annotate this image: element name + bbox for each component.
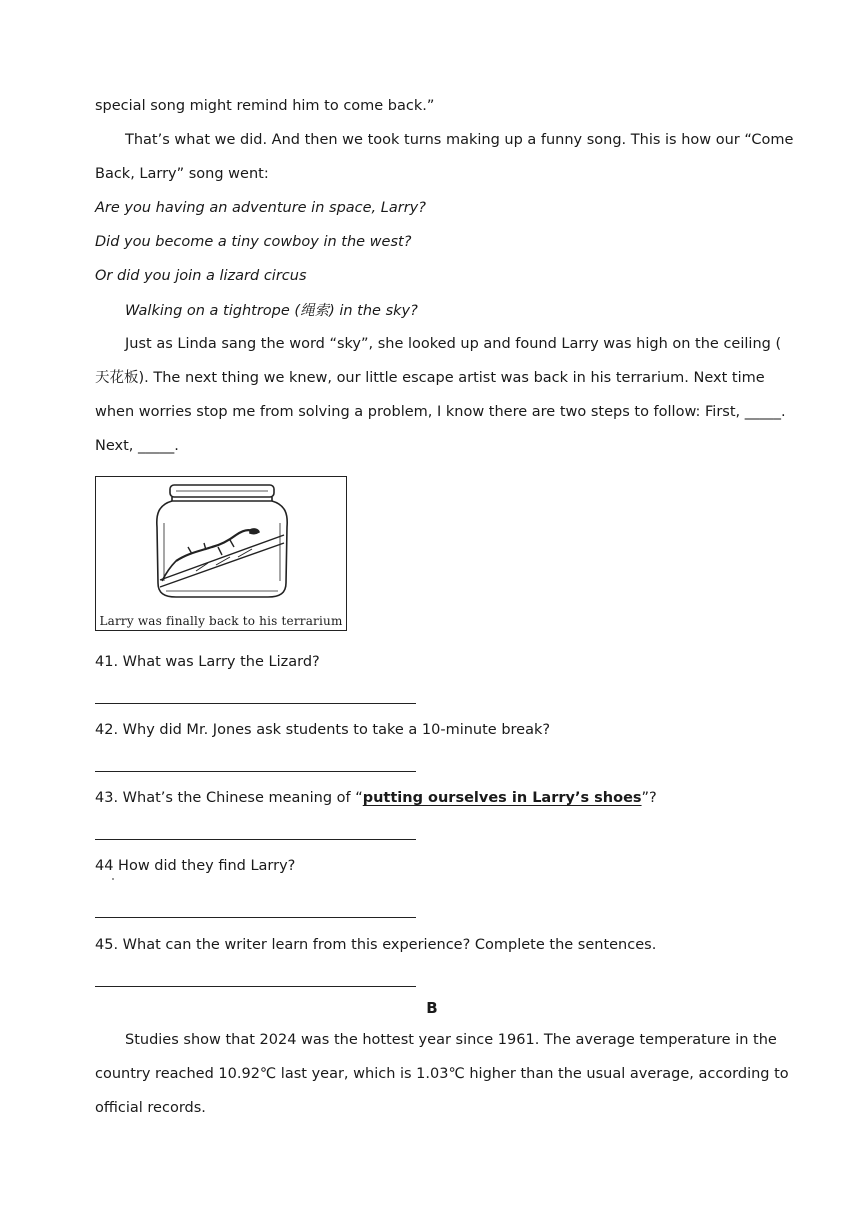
- underlined-phrase: putting ourselves in Larry’s shoes: [362, 790, 642, 806]
- song-line: Are you having an adventure in space, Larry?: [95, 200, 426, 216]
- figure-caption: Larry was finally back to his terrarium: [99, 614, 343, 628]
- answer-line-45[interactable]: [95, 986, 416, 987]
- question-42: 42. Why did Mr. Jones ask students to take a 10-minute break?: [95, 722, 551, 738]
- story-line: Back, Larry” song went:: [95, 166, 269, 182]
- question-43-prefix: 43. What’s the Chinese meaning of “: [95, 790, 363, 806]
- song-line: Or did you join a lizard circus: [95, 268, 307, 284]
- answer-line-44[interactable]: [95, 917, 416, 918]
- story-line: special song might remind him to come back.”: [95, 98, 435, 114]
- story-line: That’s what we did. And then we took turns making up a funny song. This is how our “Come: [125, 132, 794, 148]
- stray-mark: [112, 878, 114, 880]
- question-41: 41. What was Larry the Lizard?: [95, 654, 320, 670]
- question-43-suffix: ”?: [641, 790, 657, 806]
- section-b-line: country reached 10.92℃ last year, which is 1.03℃ higher than the usual average, according to: [95, 1066, 789, 1082]
- terrarium-illustration: [95, 476, 347, 631]
- answer-line-41[interactable]: [95, 703, 416, 704]
- question-43: [95, 788, 657, 808]
- song-line: Walking on a tightrope (绳索) in the sky?: [125, 303, 418, 319]
- answer-line-42[interactable]: [95, 771, 416, 772]
- song-line: Did you become a tiny cowboy in the west?: [95, 234, 412, 250]
- story-line: Just as Linda sang the word “sky”, she looked up and found Larry was high on the ceiling (: [125, 336, 782, 352]
- story-line: 天花板). The next thing we knew, our little escape artist was back in his terrarium. Next time: [95, 370, 765, 386]
- question-45: 45. What can the writer learn from this experience? Complete the sentences.: [95, 937, 657, 953]
- section-b-line: official records.: [95, 1100, 206, 1116]
- section-b-heading: B: [426, 999, 438, 1017]
- story-line: when worries stop me from solving a problem, I know there are two steps to follow: First, _____.: [95, 404, 786, 420]
- section-b-line: Studies show that 2024 was the hottest year since 1961. The average temperature in the: [125, 1032, 777, 1048]
- question-44: 44 How did they find Larry?: [95, 858, 296, 874]
- lizard-jar-drawing: [96, 477, 348, 632]
- story-line: Next, _____.: [95, 438, 179, 454]
- answer-line-43[interactable]: [95, 839, 416, 840]
